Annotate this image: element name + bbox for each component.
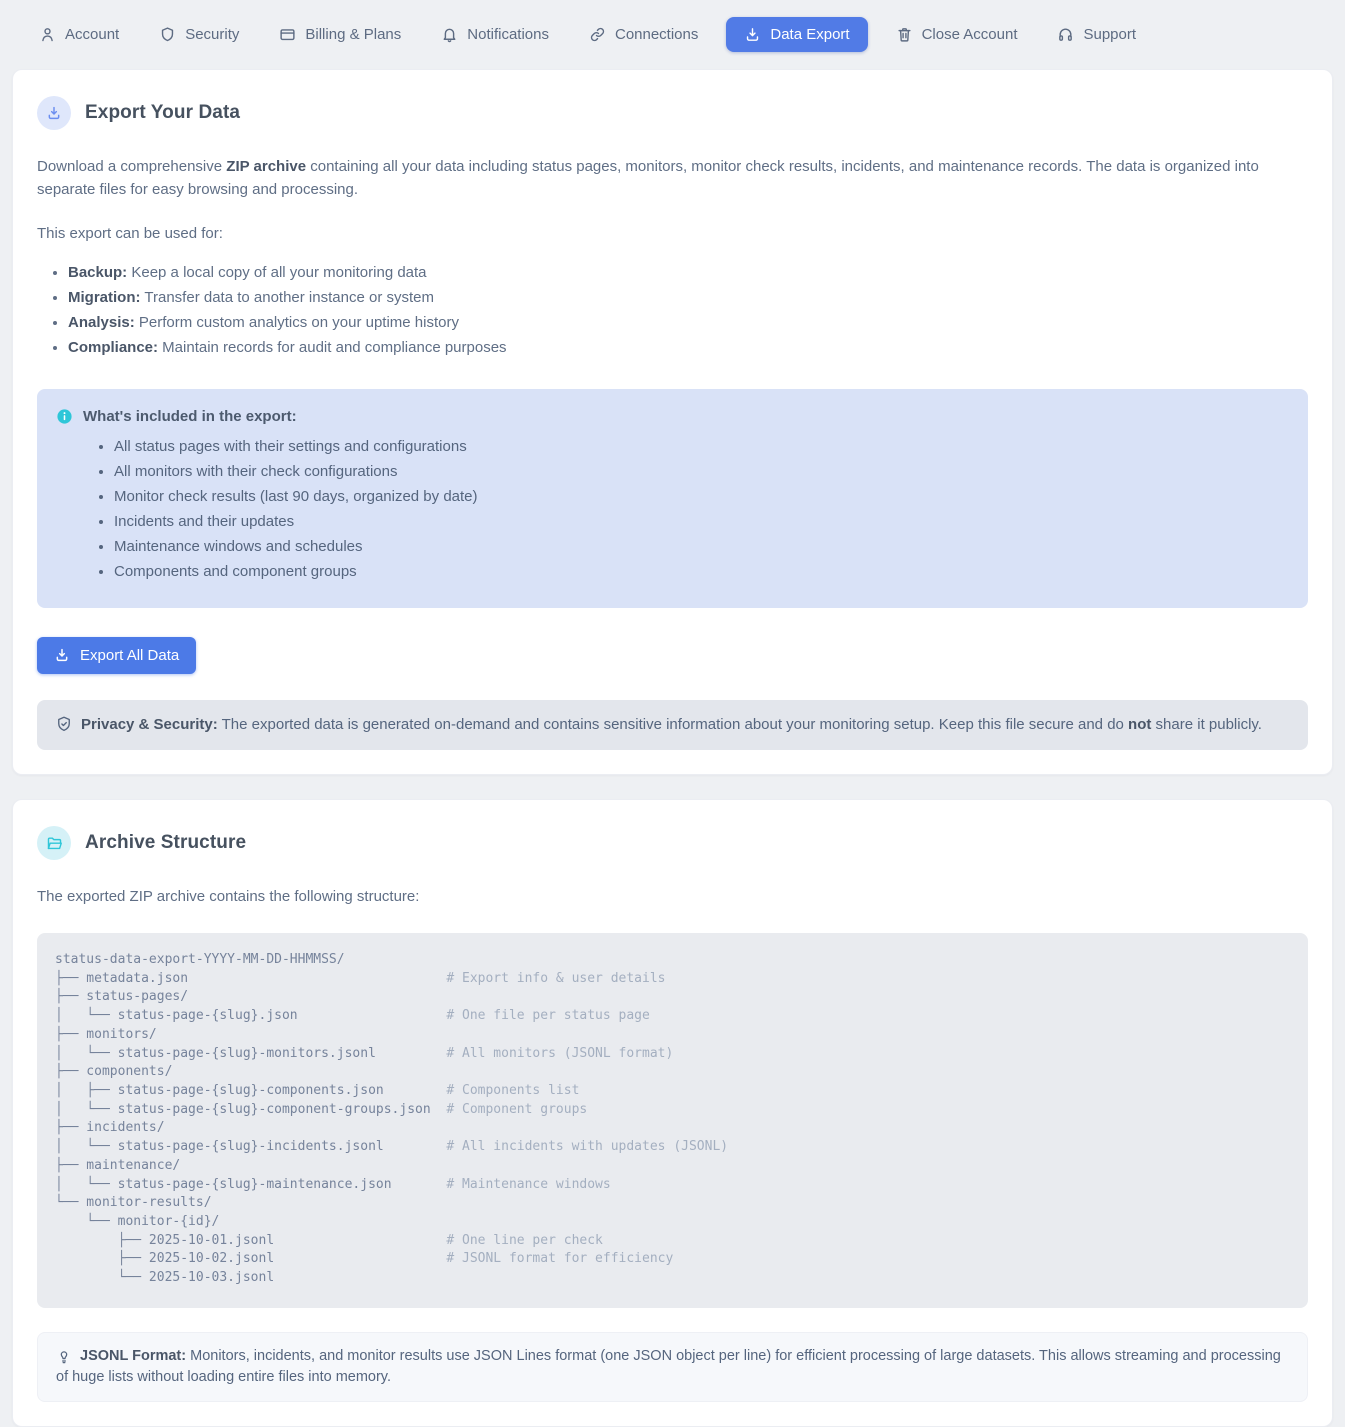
- tab-label: Account: [65, 25, 120, 43]
- included-item: • Incidents and their updates: [114, 511, 1284, 533]
- privacy-text: The exported data is generated on-demand and contains sensitive information about your monitoring setup. Keep this file secure and do: [217, 715, 1129, 733]
- included-info-header: [56, 408, 1284, 425]
- tab-label: Notifications: [467, 25, 549, 43]
- export-intro: Download a comprehensive ZIP archive containing all your data including status pages, monitors, monitor check results, incidents, and maintenance records. The data is organized into separate files for easy browsing and processing.: [37, 158, 1259, 198]
- shield-check-icon: [55, 715, 73, 733]
- tab-notifications[interactable]: [439, 17, 551, 52]
- use-case-item: • Backup: Keep a local copy of all your monitoring data: [68, 262, 1308, 284]
- jsonl-format-note: [37, 1332, 1308, 1402]
- tab-label: Data Export: [770, 25, 850, 43]
- folder-open-icon: [46, 835, 63, 852]
- tab-data-export[interactable]: [726, 17, 867, 52]
- tab-security[interactable]: [157, 17, 241, 52]
- info-circle-icon: [56, 408, 73, 425]
- use-cases-list: [37, 262, 1308, 359]
- included-info-box: [37, 389, 1308, 608]
- tab-support[interactable]: [1055, 17, 1138, 52]
- jsonl-note-text: Monitors, incidents, and monitor results use JSON Lines format (one JSON object per line) for efficient processing of large datasets. This allows streaming and processing of huge lists without loading entire files into memory.: [56, 1347, 1281, 1385]
- shield-icon: [159, 26, 176, 43]
- included-info-title: What's included in the export:: [83, 407, 297, 425]
- settings-tabs: [0, 0, 1345, 56]
- use-case-item: • Analysis: Perform custom analytics on your uptime history: [68, 312, 1308, 334]
- tab-label: Security: [185, 25, 240, 43]
- export-your-data-card: [12, 69, 1333, 775]
- privacy-lead: Privacy & Security:: [81, 715, 218, 733]
- lightbulb-icon: [56, 1348, 72, 1364]
- download-icon: [744, 26, 761, 43]
- tab-label: Billing & Plans: [305, 25, 402, 43]
- archive-tree: status-data-export-YYYY-MM-DD-HHMMSS/ ├── metadata.json # Export info & user details ├── status-pages/ │ └── status-page-{slug}.json # One file per status page ├── monitors/ │ └── status-page-{slug}-monitors.jsonl # All monitors (JSONL format) ├── components/ │ ├── status-page-{slug}-components.json # Components list │ └── status-page-{slug}-component-groups.json # Component groups ├── incidents/ │ └── status-page-{slug}-incidents.jsonl # All incidents with updates (JSONL) ├── maintenance/ │ └── status-page-{slug}-maintenance.json # Maintenance windows └── monitor-results/ └── monitor-{id}/ ├── 2025-10-01.jsonl # One line per check ├── 2025-10-02.jsonl # JSONL format for efficiency └── 2025-10-03.jsonl: [37, 933, 1308, 1308]
- use-case-item: • Migration: Transfer data to another instance or system: [68, 287, 1308, 309]
- export-card-header: [37, 96, 1308, 130]
- tab-label: Connections: [614, 25, 699, 43]
- user-icon: [39, 26, 56, 43]
- archive-card-header: [37, 826, 1308, 860]
- included-item: • Monitor check results (last 90 days, organized by date): [114, 486, 1284, 508]
- archive-structure-card: [12, 799, 1333, 1426]
- privacy-security-note: [37, 700, 1308, 751]
- included-item: • All status pages with their settings and configurations: [114, 436, 1284, 458]
- credit-card-icon: [279, 26, 296, 43]
- tab-billing-plans[interactable]: [277, 17, 403, 52]
- privacy-emphasis: not: [1128, 715, 1152, 733]
- folder-badge: [37, 826, 71, 860]
- tab-connections[interactable]: [587, 17, 700, 52]
- link-icon: [589, 26, 606, 43]
- download-icon: [46, 105, 62, 121]
- included-item: • All monitors with their check configurations: [114, 461, 1284, 483]
- archive-intro: The exported ZIP archive contains the following structure:: [37, 888, 420, 906]
- page-title: Export Your Data: [85, 102, 241, 123]
- use-case-item: • Compliance: Maintain records for audit and compliance purposes: [68, 337, 1308, 359]
- download-badge: [37, 96, 71, 130]
- tab-label: Support: [1083, 25, 1137, 43]
- archive-title: Archive Structure: [85, 832, 247, 854]
- headphones-icon: [1057, 26, 1074, 43]
- included-list: [56, 436, 1284, 583]
- privacy-text-after: share it publicly.: [1151, 715, 1262, 733]
- trash-icon: [896, 26, 913, 43]
- export-all-data-button[interactable]: [37, 637, 196, 674]
- bell-icon: [441, 26, 458, 43]
- jsonl-note-lead: JSONL Format:: [80, 1347, 187, 1364]
- tab-account[interactable]: [37, 17, 121, 52]
- included-item: • Components and component groups: [114, 561, 1284, 583]
- tab-label: Close Account: [921, 25, 1018, 43]
- export-button-label: Export All Data: [80, 646, 180, 664]
- included-item: • Maintenance windows and schedules: [114, 536, 1284, 558]
- tab-close-account[interactable]: [894, 17, 1020, 52]
- download-icon: [54, 647, 70, 663]
- use-cases-intro: This export can be used for:: [37, 225, 223, 242]
